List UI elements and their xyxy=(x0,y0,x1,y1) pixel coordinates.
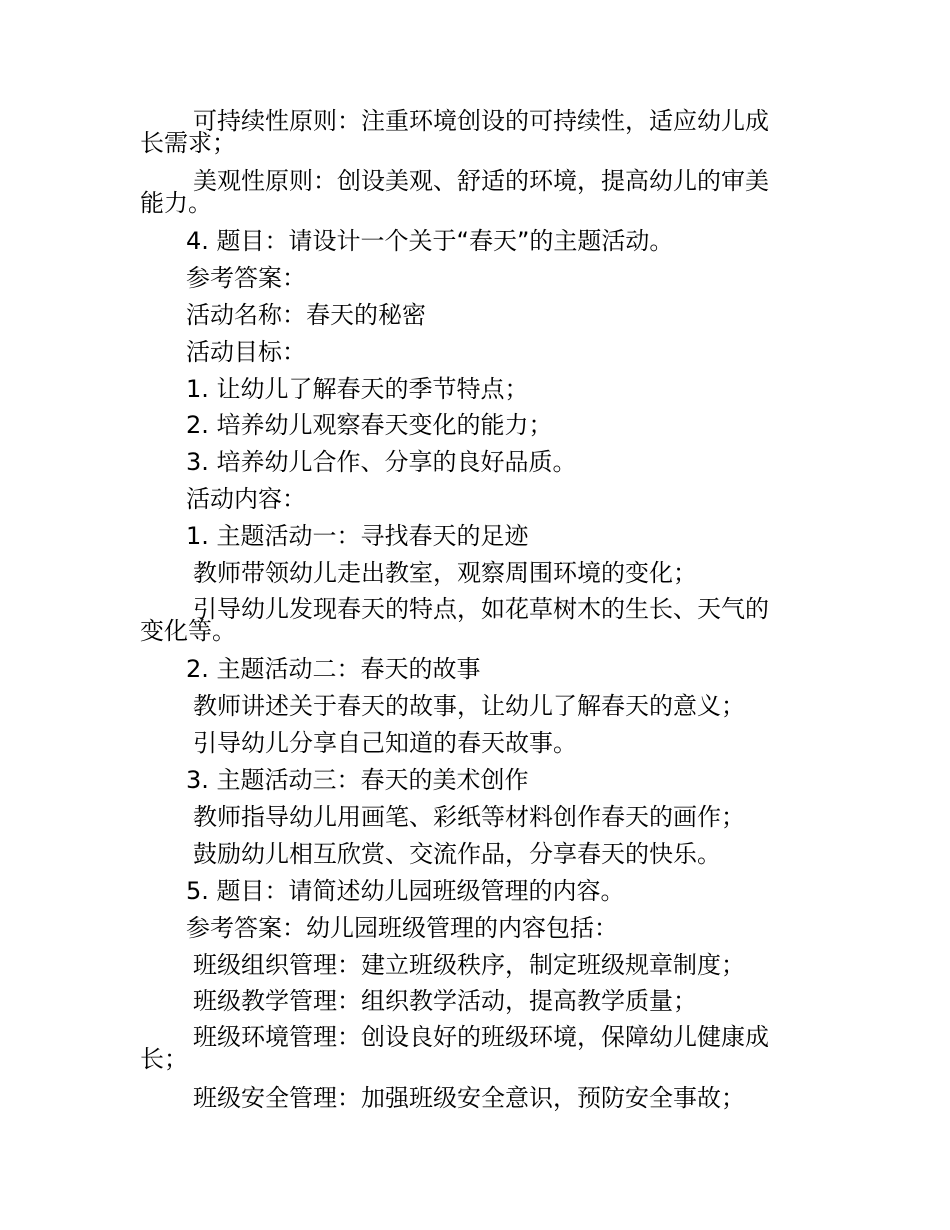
activity-detail: 引导幼儿分享自己知道的春天故事。 xyxy=(193,729,577,758)
paragraph-line: 可持续性原则：注重环境创设的可持续性，适应幼儿成 xyxy=(193,107,769,135)
paragraph-line: 班级环境管理：创设良好的班级环境，保障幼儿健康成 xyxy=(193,1023,769,1052)
activity-detail: 教师讲述关于春天的故事，让幼儿了解春天的意义； xyxy=(193,692,745,721)
activity-detail-wrapped xyxy=(140,592,800,652)
goal-item: 1. 让幼儿了解春天的季节特点； xyxy=(186,374,529,403)
reference-answer-label: 参考答案： xyxy=(186,263,306,292)
management-item-wrapped xyxy=(140,1020,800,1080)
paragraph-line: 引导幼儿发现春天的特点，如花草树木的生长、天气的 xyxy=(193,594,769,623)
question-5-heading: 5. 题目：请简述幼儿园班级管理的内容。 xyxy=(186,876,625,905)
activity-content-label: 活动内容： xyxy=(186,485,306,514)
paragraph-aesthetic-principle xyxy=(140,164,800,224)
paragraph-line: 美观性原则：创设美观、舒适的环境，提高幼儿的审美 xyxy=(193,166,769,195)
management-item: 班级组织管理：建立班级秩序，制定班级规章制度； xyxy=(193,950,745,979)
reference-answer-line: 参考答案：幼儿园班级管理的内容包括： xyxy=(186,913,618,942)
management-item: 班级安全管理：加强班级安全意识，预防安全事故； xyxy=(193,1083,745,1112)
theme-activity-heading: 2. 主题活动二：春天的故事 xyxy=(186,655,481,684)
activity-detail: 教师指导幼儿用画笔、彩纸等材料创作春天的画作； xyxy=(193,802,745,831)
theme-activity-heading: 1. 主题活动一：寻找春天的足迹 xyxy=(186,522,529,551)
activity-goals-label: 活动目标： xyxy=(186,337,306,366)
paragraph-continuation: 长需求； xyxy=(140,129,236,157)
activity-name: 活动名称：春天的秘密 xyxy=(186,300,426,329)
question-4-heading: 4. 题目：请设计一个关于“春天”的主题活动。 xyxy=(186,227,674,255)
goal-item: 3. 培养幼儿合作、分享的良好品质。 xyxy=(186,448,577,477)
activity-detail: 鼓励幼儿相互欣赏、交流作品，分享春天的快乐。 xyxy=(193,839,721,868)
theme-activity-heading: 3. 主题活动三：春天的美术创作 xyxy=(186,766,529,795)
document-page xyxy=(140,104,800,1117)
activity-detail: 教师带领幼儿走出教室，观察周围环境的变化； xyxy=(193,559,697,588)
goal-item: 2. 培养幼儿观察春天变化的能力； xyxy=(186,411,553,440)
management-item: 班级教学管理：组织教学活动，提高教学质量； xyxy=(193,987,697,1016)
paragraph-continuation: 长； xyxy=(140,1045,188,1074)
paragraph-continuation: 变化等。 xyxy=(140,616,236,645)
paragraph-sustainability-principle xyxy=(140,104,800,164)
paragraph-continuation: 能力。 xyxy=(140,188,212,217)
